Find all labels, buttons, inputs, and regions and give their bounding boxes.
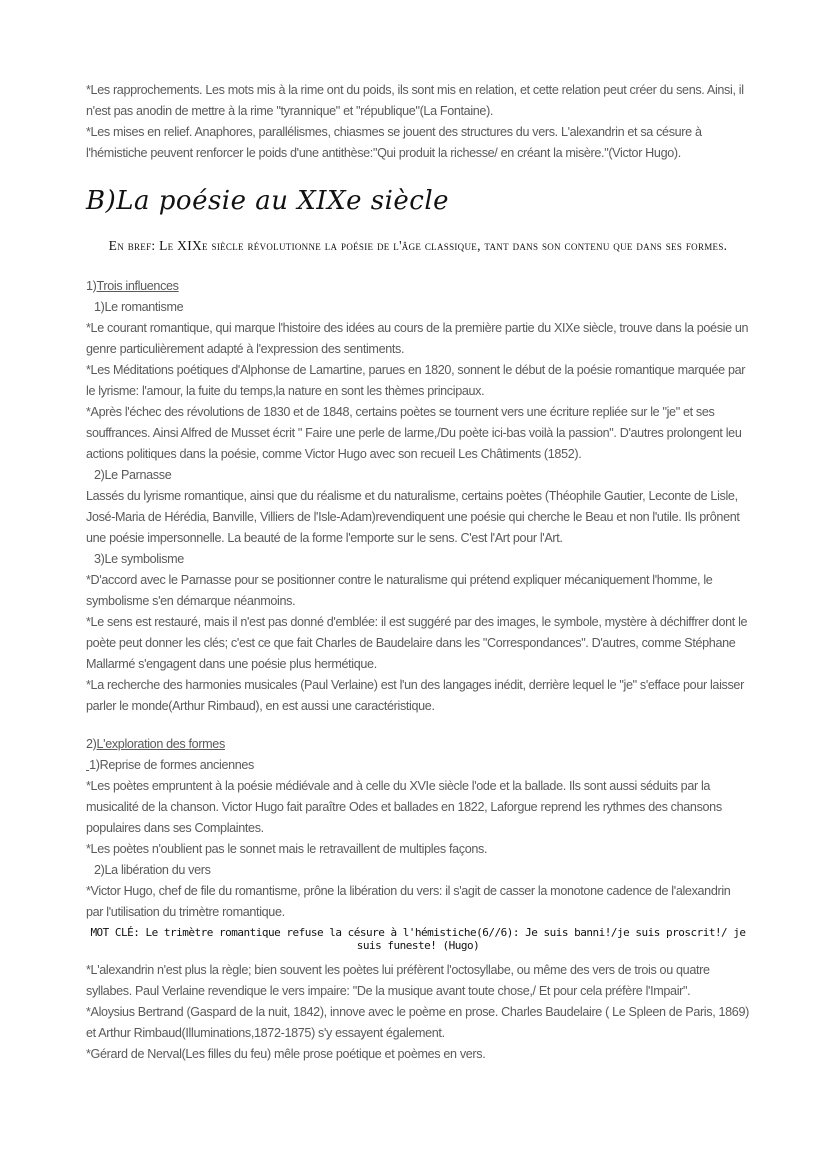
subheading-symbolisme: 3)Le symbolisme [94,552,184,566]
paragraph-symbolisme-1: *D'accord avec le Parnasse pour se positionner contre le naturalisme qui prétend expliquer mécaniquement l'homme, le symbolisme s'en démarque néanmoins. [86,573,713,608]
paragraph-romantisme-1: *Le courant romantique, qui marque l'histoire des idées au cours de la première partie du XIXe siècle, trouve dans la poésie un genre particulièrement adapté à l'expression des sentiments. [86,321,749,356]
paragraph-romantisme-3: *Après l'échec des révolutions de 1830 et de 1848, certains poètes se tournent vers une écriture repliée sur le "je" et ses souffrances. Ainsi Alfred de Musset écrit " Faire une perle de larme,/Du poète ici-bas voilà la passion". D'autres prolongent leu actions politiques dans la poésie, comme Victor Hugo avec son recueil Les Châtiments (1852). [86,405,742,461]
paragraph-liberation-vers: *Victor Hugo, chef de file du romantisme, prône la libération du vers: il s'agit de casser la monotone cadence de l'alexandrin par l'utilisation du trimètre romantique. [86,884,731,919]
part1-block [86,276,750,717]
paragraph-formes-anciennes-2: *Les poètes n'oublient pas le sonnet mais le retravaillent de multiples façons. [86,842,488,856]
subheading-liberation-vers: 2)La libération du vers [94,863,211,877]
paragraph-poeme-prose: *Aloysius Bertrand (Gaspard de la nuit, 1842), innove avec le poème en prose. Charles Baudelaire ( Le Spleen de Paris, 1869) et Arthur Rimbaud(Illuminations,1872-1875) s'y essayent également. [86,1005,749,1040]
part2-title: L'exploration des formes [96,737,225,751]
paragraph-formes-anciennes-1: *Les poètes empruntent à la poésie médiévale and à celle du XVIe siècle l'ode et la ballade. Ils sont aussi séduits par la musicalité de la chanson. Victor Hugo fait paraître Odes et ballades en 1822, Laforgue reprend les rythmes des chansons populaires dans ses Complaintes. [86,779,722,835]
paragraph-alexandrin: *L'alexandrin n'est plus la règle; bien souvent les poètes lui préfèrent l'octosyllabe, ou même des vers de trois ou quatre syllabes. Paul Verlaine revendique le vers impaire: "De la musique avant toute chose,/ Et pour cela préfère l'Impair". [86,963,710,998]
section-title: B)La poésie au XIXe siècle [86,186,450,216]
intro-block [86,80,750,164]
paragraph-parnasse: Lassés du lyrisme romantique, ainsi que du réalisme et du naturalisme, certains poètes (Théophile Gautier, Leconte de Lisle, José-Maria de Hérédia, Banville, Villiers de l'Isle-Adam)revendiquent une poésie qui cherche le Beau et non l'utile. Ils prônent une poésie impersonnelle. La beauté de la forme l'emporte sur le sens. C'est l'Art pour l'Art. [86,489,740,545]
part2-heading [86,734,750,755]
part2-number: 2) [86,737,97,751]
part1-title: Trois influences [96,279,179,293]
subheading-reprise-formes: 1)Reprise de formes anciennes [86,755,750,776]
paragraph-rapprochements: *Les rapprochements. Les mots mis à la rime ont du poids, ils sont mis en relation, et cette relation peut créer du sens. Ainsi, il n'est pas anodin de mettre à la rime "tyrannique" et "république"(La Fontaine). [86,83,744,118]
part1-heading [86,276,750,297]
paragraph-symbolisme-2: *Le sens est restauré, mais il n'est pas donné d'emblée: il est suggéré par des images, le symbole, mystère à déchiffrer dont le poète peut donner les clés; c'est ce que fait Charles de Baudelaire dans les "Correspondances". D'autres, comme Stéphane Mallarmé s'engagent dans une poésie plus hermétique. [86,615,748,671]
paragraph-mises-en-relief: *Les mises en relief. Anaphores, parallélismes, chiasmes se jouent des structures du vers. L'alexandrin et sa césure à l'hémistiche peuvent renforcer le poids d'une antithèse:"Qui produit la richesse/ en créant la misère."(Victor Hugo). [86,125,702,160]
mot-cle-callout: MOT CLÉ: Le trimètre romantique refuse la césure à l'hémistiche(6//6): Je suis banni!/je suis proscrit!/ je suis funeste! (Hugo) [90,926,746,952]
paragraph-nerval: *Gérard de Nerval(Les filles du feu) mêle prose poétique et poèmes en vers. [86,1047,486,1061]
subheading-parnasse: 2)Le Parnasse [94,468,172,482]
part2-block [86,734,750,923]
part2-continued-block [86,960,750,1065]
paragraph-romantisme-2: *Les Méditations poétiques d'Alphonse de Lamartine, parues en 1820, sonnent le début de la poésie romantique marquée par le lyrisme: l'amour, la fuite du temps,la nature en sont les thèmes principaux. [86,363,746,398]
paragraph-symbolisme-3: *La recherche des harmonies musicales (Paul Verlaine) est l'un des langages inédit, derrière lequel le "je" s'efface pour laisser parler le monde(Arthur Rimbaud), en est aussi une caractéristique. [86,678,744,713]
subheading-romantisme: 1)Le romantisme [94,300,184,314]
en-bref-summary: En bref: Le XIXe siècle révolutionne la poésie de l'âge classique, tant dans son contenu que dans ses formes. [108,238,728,253]
part1-number: 1) [86,279,97,293]
